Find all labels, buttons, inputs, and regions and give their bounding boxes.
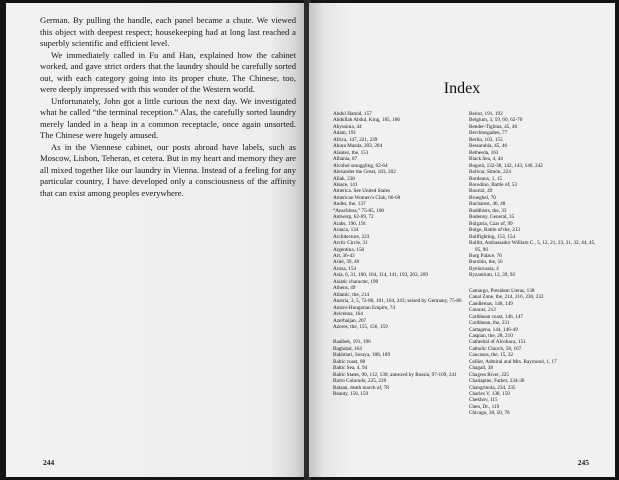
index-entry: Athens, 49	[333, 285, 356, 292]
index-entry: Baltic States, 90, 112, 130; annexed by Russia, 97-109, 241	[333, 371, 457, 378]
index-entry: Bucharest, 46, 48	[469, 201, 506, 208]
index-entry: Albania, 87	[333, 156, 358, 163]
index-entry: Bulge, Battle of the, 213	[469, 227, 521, 234]
index-entry: Baalbek, 191, 196	[333, 339, 371, 346]
index-entry: Aruza, 154	[333, 265, 357, 272]
index-entry: Asia, 6, 31, 100, 104, 114, 141, 193, 203, 209	[333, 272, 428, 279]
index-entry: Bessarabia, 45, 46	[469, 143, 508, 150]
index-entry: Chekhov, 115	[469, 397, 498, 404]
index-entry: Changrinola, 234, 235	[469, 384, 516, 391]
index-entry: Bogotá, 132-38, 142, 143, 146, 242	[469, 162, 543, 169]
index-entry: Candlemas, 148, 149	[469, 300, 513, 307]
index-entry: Bender-Tighina, 45, 46	[469, 123, 518, 130]
index-entry: Caribbean coast, 146, 147	[469, 313, 524, 320]
index-entry: Caracas, 212	[469, 307, 496, 314]
page-number-right: 245	[577, 458, 589, 467]
index-entry: Barro Colorado, 225, 226	[333, 378, 387, 385]
index-entry: Camargo, President Lleras, 138	[469, 287, 535, 294]
index-group-a	[333, 111, 467, 330]
index-entry: Africa, 147, 221, 239	[333, 136, 378, 143]
index-entry: Bataan, death march of, 78	[333, 384, 389, 391]
index-entry: Alcohol smuggling, 62-64	[333, 162, 388, 169]
index-entry: Borodino, Battle of, 53	[469, 181, 517, 188]
index-entry: Alexander the Great, 183, 202	[333, 169, 396, 176]
index-entry: “Anschluss,” 75-85, 100	[333, 207, 385, 214]
index-entry: Abyssinia, 44	[333, 123, 362, 130]
index-group-be	[469, 111, 603, 279]
right-page	[309, 3, 615, 477]
index-entry: Art, 36-43	[333, 252, 355, 259]
index-entry: Baltic Sea, 4, 94	[333, 365, 368, 372]
index-entry: Bullitt, Ambassador William C., 5, 12, 21, 23, 31, 32, 44, 45, 95, 96	[469, 240, 596, 253]
index-entry: Bourtzi, 49	[469, 188, 493, 195]
index-entry: Cathedral of Alcobaca, 151	[469, 339, 526, 346]
index-entry: Byelorussia, 4	[469, 265, 499, 272]
index-spacer	[333, 330, 467, 339]
index-entry: Catholic Church, 58, 167	[469, 345, 522, 352]
index-entry: Arabs, 190, 191	[333, 220, 367, 227]
index-entry: Caucasus, the, 15, 32	[469, 352, 514, 359]
index-entry: Arctic Circle, 31	[333, 240, 368, 247]
index-entry: Ahura Mazda, 203, 204	[333, 143, 383, 150]
index-entry: Abdullah Abdul, King, 185, 186	[333, 117, 401, 124]
index-entry: Azerbaijan, 207	[333, 317, 367, 324]
index-entry: Ariel, 39, 40	[333, 259, 360, 266]
index-entry: Buddhists, the, 33	[469, 207, 507, 214]
paragraph: German. By pulling the handle, each panel became a chute. We viewed this object with deepest respect; housekeeping had at long last reached a superbly scientific and efficient level.	[40, 15, 296, 48]
index-entry: Andes, the, 137	[333, 201, 366, 208]
index-entry: American Women’s Club, 66-68	[333, 194, 401, 201]
index-entry: Argentina, 158	[333, 246, 365, 253]
index-entry: Budenny, General, 35	[469, 214, 515, 221]
index-entry: Charles V, 138, 159	[469, 391, 510, 398]
index-entry: Adam, 191	[333, 130, 357, 137]
index-column-right	[469, 111, 603, 417]
index-entry: Burobin, the, 56	[469, 259, 503, 266]
index-entry: Beirut, 191, 192	[469, 111, 503, 117]
index-entry: Austro-Hungarian Empire, 74	[333, 304, 396, 311]
index-entry: Alantez, the, 151	[333, 149, 369, 156]
index-entry: Caspian, the, 28, 210	[469, 332, 513, 339]
index-entry: Baghdad, 164	[333, 345, 362, 352]
index-entry: Caribbean, the, 231	[469, 320, 510, 327]
index-entry: Cellier, Admiral and Mrs. Raymond, 1, 17	[469, 358, 557, 365]
index-entry: Abdul Hamid, 157	[333, 111, 372, 117]
left-page-text	[40, 15, 296, 199]
index-entry: Belgium, 3, 59, 60, 62-70	[469, 117, 523, 124]
index-entry: Austria, 3, 5, 72-86, 101, 104, 243; seized by Germany, 75-86	[333, 298, 462, 305]
index-entry: Chagall, 38	[469, 365, 493, 372]
index-entry: Chen, Dr., 119	[469, 403, 500, 410]
index-entry: Atlantic, the, 214	[333, 291, 370, 298]
page-number-left: 244	[43, 458, 55, 467]
index-entry: Bethesda, 163	[469, 149, 499, 156]
index-entry: Baltic coast, 88	[333, 358, 366, 365]
index-group-c	[469, 288, 603, 417]
index-entry: Bolívar, Simón, 224	[469, 169, 511, 176]
paragraph: Unfortunately, John got a little curious the next day. We investigated what he called “the terminal reception.” Alas, the carefully sorted laundry merely landed in a heap in a common receptacle, once again unsorted. The Chinese were hugely amused.	[40, 95, 296, 140]
index-entry: Brueghel, 70	[469, 194, 496, 201]
index-entry: Bakhtiari, Soraya, 188, 189	[333, 352, 391, 359]
index-entry: Canal Zone, the, 214, 216, 230, 232	[469, 294, 544, 301]
index-entry: Bullfighting, 153, 154	[469, 233, 516, 240]
index-entry: America. See United States	[333, 188, 391, 195]
index-entry: Bordeaux, 1, 15	[469, 175, 503, 182]
index-entry: Byzantium, 12, 39, 92	[469, 272, 516, 279]
index-entry: Arauca, 134	[333, 227, 359, 234]
index-entry: Azores, the, 155, 156, 159	[333, 323, 388, 330]
index-entry: Chicago, 38, 50, 78	[469, 410, 510, 417]
index-column-left	[333, 111, 467, 397]
index-entry: Chaliapine, Father, 234-36	[469, 378, 525, 385]
paragraph: As in the Viennese cabinet, our posts abroad have labels, such as Moscow, Lisbon, Teheran, et cetera. But in my heart and memory they are all mixed together like our laundry in Vienna. Instead of a feeling for any particular country, I have developed only a consciousness of the affinity that can exist among peoples everywhere.	[40, 141, 296, 198]
index-entry: Cartagena, 144, 146-49	[469, 326, 518, 333]
index-entry: Allah, 238	[333, 175, 355, 182]
index-entry: Avicenna, 164	[333, 311, 363, 318]
index-entry: Chagres River, 225	[469, 371, 509, 378]
index-entry: Architecture, 223	[333, 233, 370, 240]
index-entry: Asiatic character, 190	[333, 278, 379, 285]
index-entry: Bulgaria, Czar of, 99	[469, 220, 513, 227]
index-spacer	[469, 279, 603, 288]
index-entry: Berchtesgaden, 77	[469, 130, 508, 137]
index-entry: Burg Palace, 76	[469, 252, 502, 259]
index-entry: Berlin, 103, 155	[469, 136, 503, 143]
index-entry: Black Sea, 4, 44	[469, 156, 503, 163]
index-entry: Beauty, 158, 159	[333, 391, 369, 398]
index-entry: Antwerp, 62-69, 72	[333, 214, 374, 221]
index-title: Index	[443, 80, 481, 97]
paragraph: We immediately called in Fu and Han, explained how the cabinet worked, and gave strict orders that the laundry should be carefully sorted out, with each category going into its proper chute. The Chinese, too, were deeply impressed with this wonder of the Western world.	[40, 49, 296, 94]
index-entry: Alsace, 141	[333, 181, 358, 188]
left-page	[6, 3, 306, 477]
index-group-ba	[333, 339, 467, 397]
